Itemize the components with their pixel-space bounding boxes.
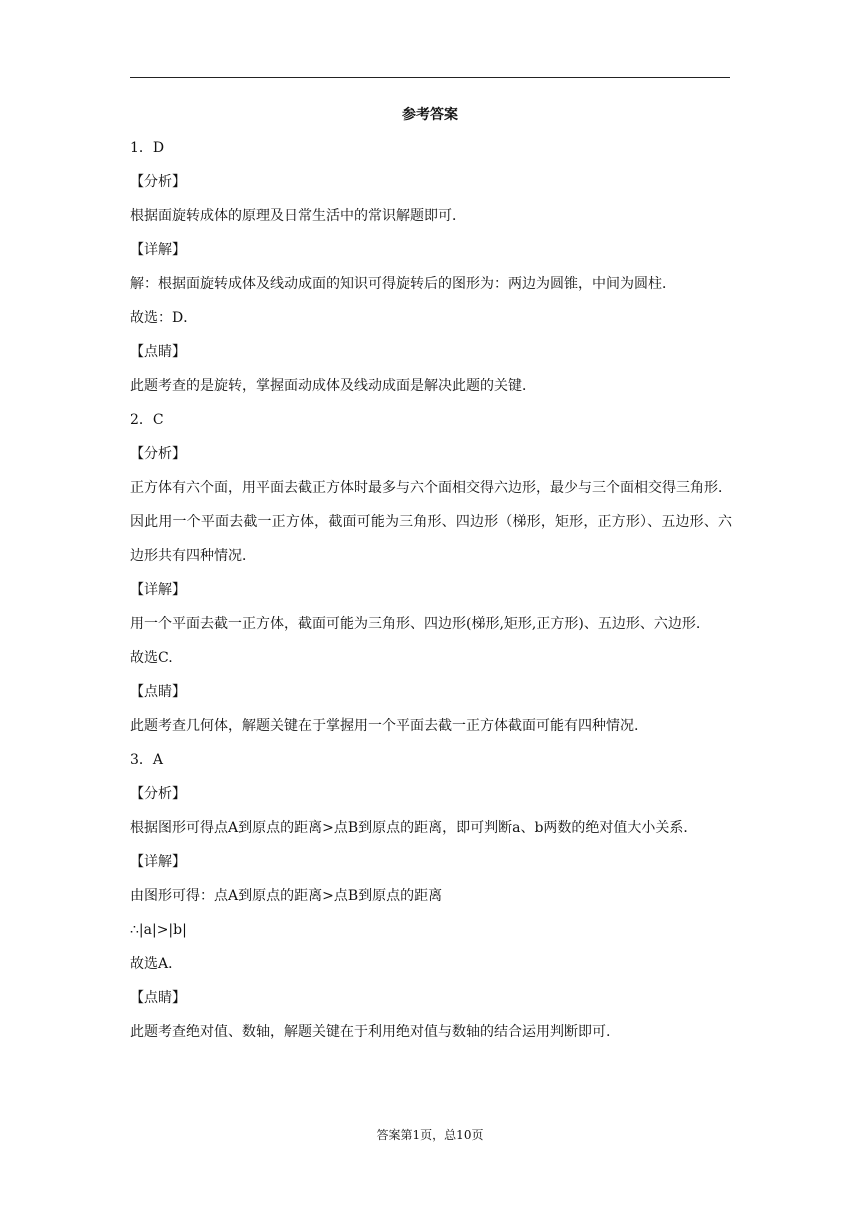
analysis-heading-2: 【分析】	[130, 446, 186, 462]
comment-text-3: 此题考查绝对值、数轴，解题关键在于利用绝对值与数轴的结合运用判断即可.	[130, 1024, 611, 1040]
detail-text-1b: 故选：D．	[130, 310, 198, 326]
comment-heading-1: 【点睛】	[130, 344, 186, 360]
detail-heading-2: 【详解】	[130, 582, 186, 598]
answer-1: 1．D	[130, 140, 165, 156]
detail-text-2a: 用一个平面去截一正方体，截面可能为三角形、四边形(梯形,矩形,正方形)、五边形、六边形.	[130, 616, 701, 632]
answer-list	[130, 131, 732, 1049]
analysis-heading-1: 【分析】	[130, 174, 186, 190]
analysis-text-2: 正方体有六个面，用平面去截正方体时最多与六个面相交得六边形，最少与三个面相交得三角形．因此用一个平面去截一正方体，截面可能为三角形、四边形（梯形，矩形，正方形）、五边形、六边形共有四种情况．	[130, 480, 732, 564]
comment-text-2: 此题考查几何体，解题关键在于掌握用一个平面去截一正方体截面可能有四种情况.	[130, 718, 639, 734]
analysis-text-1: 根据面旋转成体的原理及日常生活中的常识解题即可．	[130, 208, 466, 224]
analysis-text-3: 根据图形可得点A到原点的距离>点B到原点的距离，即可判断a、b两数的绝对值大小关系．	[130, 820, 698, 836]
detail-heading-1: 【详解】	[130, 242, 186, 258]
page-footer: 答案第1页，总10页	[376, 1128, 484, 1142]
detail-text-3b: ∴|a|>|b|	[130, 922, 187, 938]
answer-3: 3．A	[130, 752, 164, 768]
comment-text-1: 此题考查的是旋转，掌握面动成体及线动成面是解决此题的关键．	[130, 378, 536, 394]
detail-text-3a: 由图形可得：点A到原点的距离>点B到原点的距离	[130, 888, 443, 904]
analysis-heading-3: 【分析】	[130, 786, 186, 802]
comment-heading-3: 【点睛】	[130, 990, 186, 1006]
detail-heading-3: 【详解】	[130, 854, 186, 870]
comment-heading-2: 【点睛】	[130, 684, 186, 700]
detail-text-1a: 解：根据面旋转成体及线动成面的知识可得旋转后的图形为：两边为圆锥，中间为圆柱．	[130, 276, 676, 292]
detail-text-2b: 故选C.	[130, 650, 173, 666]
header-rule	[130, 77, 730, 78]
detail-text-3c: 故选A．	[130, 956, 183, 972]
page-title: 参考答案	[402, 107, 458, 123]
answer-2: 2．C	[130, 412, 164, 428]
